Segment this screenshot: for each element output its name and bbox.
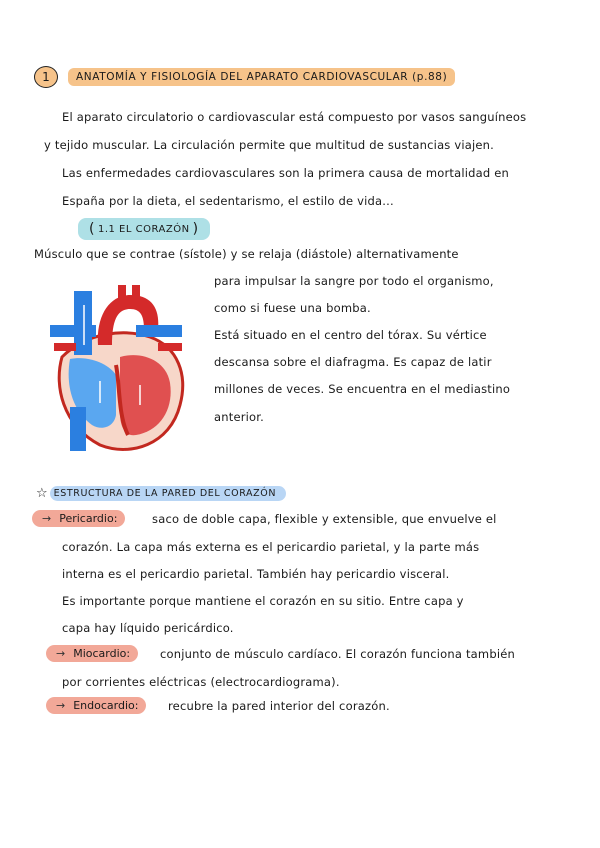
arrow-icon: → — [56, 647, 66, 660]
arrow-icon: → — [56, 699, 66, 712]
pericardio-line-1: saco de doble capa, flexible y extensible, que envuelve el — [152, 512, 497, 526]
pulmonary-vein-right — [158, 343, 182, 351]
miocardio-line-1: conjunto de músculo cardíaco. El corazón funciona también — [160, 647, 515, 661]
bracket-right-icon: ) — [192, 221, 199, 237]
heart-line-7: anterior. — [214, 410, 265, 424]
page-title: ANATOMÍA Y FISIOLOGÍA DEL APARATO CARDIOVASCULAR (p.88) — [68, 68, 455, 86]
star-icon: ☆ — [36, 485, 48, 501]
section-heading — [36, 484, 286, 502]
pericardio-line-2: corazón. La capa más externa es el pericardio parietal, y la parte más — [62, 540, 480, 554]
pericardio-line-3: interna es el pericardio parietal. También hay pericardio visceral. — [62, 567, 450, 581]
intro-line-3: Las enfermedades cardiovasculares son la primera causa de mortalidad en — [62, 166, 510, 180]
pericardio-tag — [32, 510, 125, 527]
endocardio-highlight — [46, 697, 146, 714]
arrow-icon: → — [42, 512, 52, 525]
title-row — [34, 62, 455, 92]
heart-line-2: para impulsar la sangre por todo el organismo, — [214, 274, 494, 288]
heart-line-4: Está situado en el centro del tórax. Su vértice — [214, 328, 487, 342]
heart-line-5: descansa sobre el diafragma. Es capaz de latir — [214, 355, 492, 369]
heart-line-6: millones de veces. Se encuentra en el mediastino — [214, 382, 511, 396]
miocardio-highlight — [46, 645, 138, 662]
miocardio-tag — [46, 645, 138, 662]
bracket-left-icon: ( — [89, 221, 95, 237]
heart-line-3: como si fuese una bomba. — [214, 301, 371, 315]
aorta-branch-1 — [118, 285, 126, 303]
pulmonary-vein-left — [54, 343, 76, 351]
inferior-vena-cava — [70, 407, 86, 451]
intro-line-1: El aparato circulatorio o cardiovascular está compuesto por vasos sanguíneos — [62, 110, 527, 124]
intro-line-2: y tejido muscular. La circulación permite que multitud de sustancias viajen. — [44, 138, 495, 152]
heart-line-1: Músculo que se contrae (sístole) y se relaja (diástole) alternativamente — [34, 247, 459, 261]
endocardio-line-1: recubre la pared interior del corazón. — [168, 699, 390, 713]
section-number: 1 — [34, 66, 58, 88]
subsection-heading — [78, 218, 210, 240]
heart-diagram — [40, 285, 188, 453]
miocardio-name: Miocardio: — [73, 647, 131, 660]
pericardio-name: Pericardio: — [59, 512, 118, 525]
section-label: ESTRUCTURA DE LA PARED DEL CORAZÓN — [50, 486, 286, 501]
subsection-label: 1.1 EL CORAZÓN — [97, 223, 190, 235]
superior-vena-cava — [74, 291, 92, 355]
endocardio-tag — [46, 697, 146, 714]
pericardio-line-4: Es importante porque mantiene el corazón en su sitio. Entre capa y — [62, 594, 464, 608]
endocardio-name: Endocardio: — [73, 699, 139, 712]
pericardio-highlight — [32, 510, 125, 527]
pulmonary-artery-right — [136, 325, 182, 337]
intro-line-4: España por la dieta, el sedentarismo, el estilo de vida... — [62, 194, 394, 208]
aorta-branch-2 — [132, 285, 140, 299]
pericardio-line-5: capa hay líquido pericárdico. — [62, 621, 234, 635]
miocardio-line-2: por corrientes eléctricas (electrocardiograma). — [62, 675, 340, 689]
pulmonary-artery-left — [50, 325, 96, 337]
